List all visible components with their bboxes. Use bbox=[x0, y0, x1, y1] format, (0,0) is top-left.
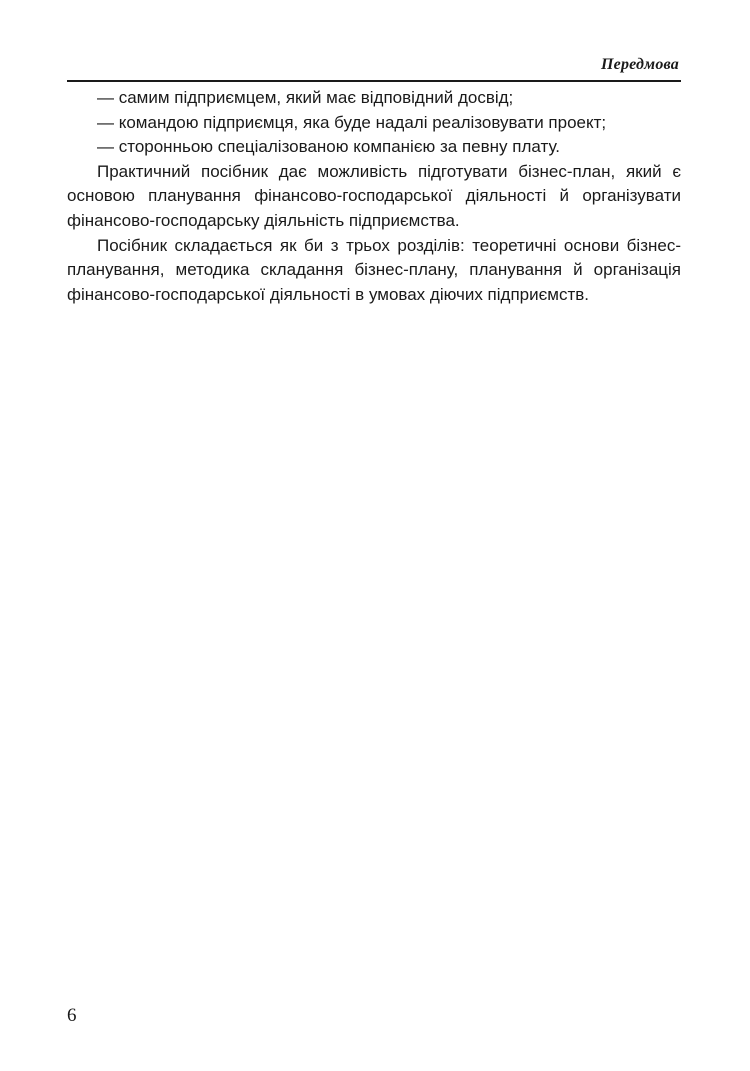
list-item: — самим підприємцем, який має відповідний досвід; bbox=[97, 88, 514, 107]
paragraph: Практичний посібник дає можливість підготувати бізнес-план, який є основою планування фінансово-господарської діяльності й організувати фінансово-господарську діяльність підприємства. bbox=[67, 161, 681, 230]
page-number: 6 bbox=[67, 1005, 77, 1026]
section-title: Передмова bbox=[601, 56, 679, 73]
running-header bbox=[67, 52, 681, 82]
body-text bbox=[67, 86, 681, 307]
list-item: — командою підприємця, яка буде надалі реалізовувати проект; bbox=[97, 112, 607, 132]
list-item: — сторонньою спеціалізованою компанією за певну плату. bbox=[97, 137, 560, 157]
paragraph: Посібник складається як би з трьох розділів: теоретичні основи бізнес-планування, методика складання бізнес-плану, планування й організація фінансово-господарської діяльності в умовах діючих підприємств. bbox=[67, 235, 681, 304]
